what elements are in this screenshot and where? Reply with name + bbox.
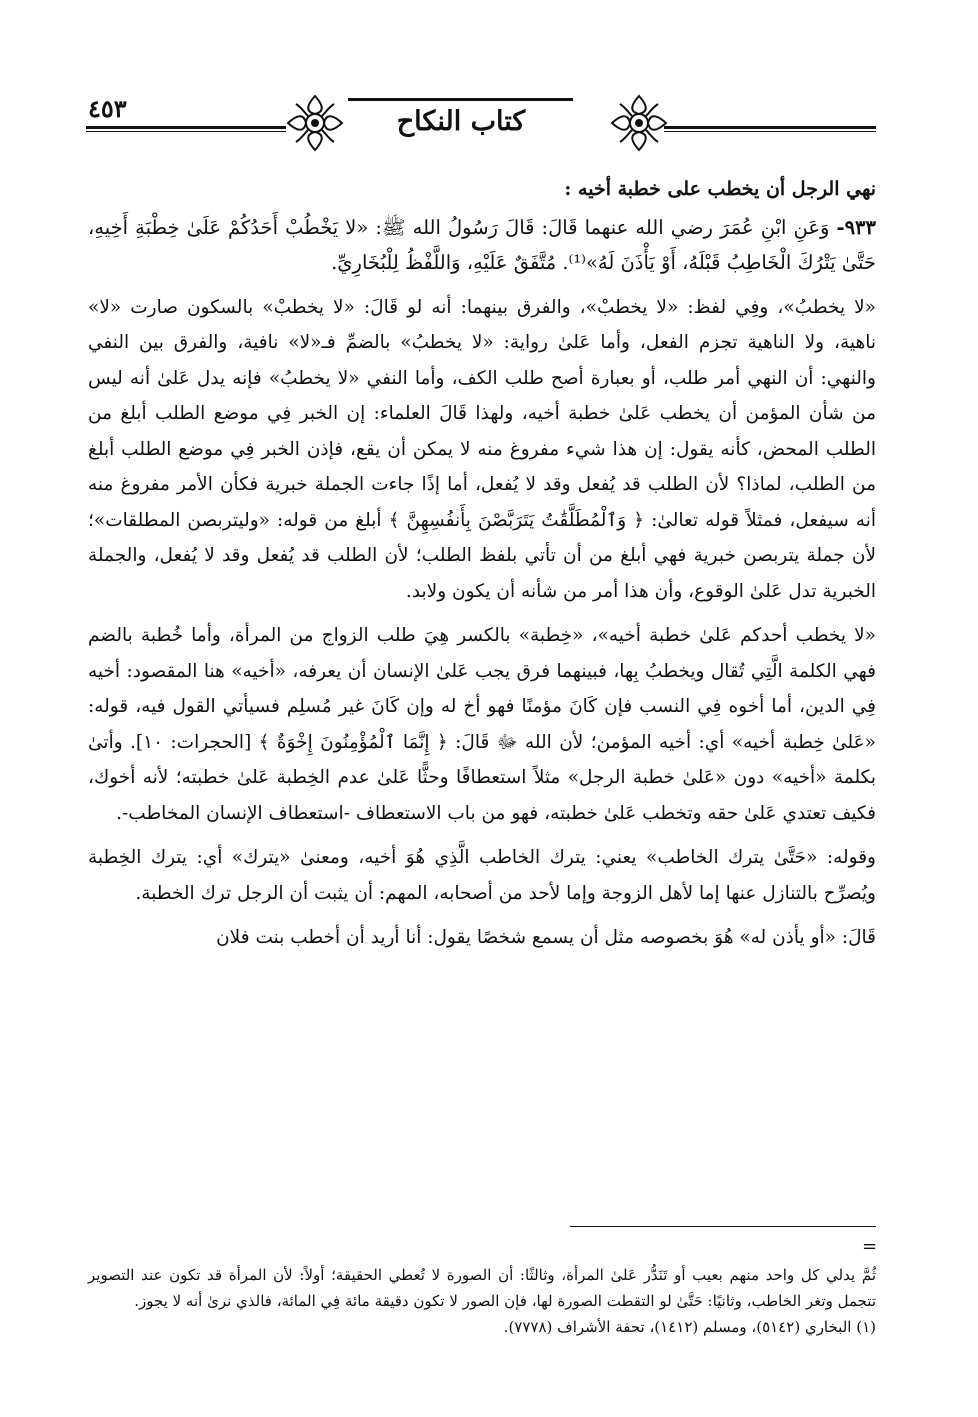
hadith-text [88, 210, 876, 281]
footnote-continuation-mark: = [862, 1236, 878, 1257]
footnote: (١) البخاري (٥١٤٢)، ومسلم (١٤١٢)، تحفة الأشراف (٧٧٧٨). [503, 1318, 876, 1336]
header-rule-left [86, 126, 286, 129]
ornament-icon [284, 92, 346, 154]
footnotes [88, 1262, 876, 1340]
hadith-number: ٩٣٣- [836, 215, 876, 239]
paragraph: «لا يخطبُ»، وفِي لفظ: «لا يخطبْ»، والفرق بينهما: أنه لو قَالَ: «لا يخطبْ» بالسكون صارت «لا» ناهية، ولا الناهية تجزم الفعل، وأما عَلىٰ رواية: «لا يخطبُ» بالضمِّ فـ«لا» نافية، والفرق بين النفي والنهي: أن النهي أمر طلب، أو بعبارة أصح طلب الكف، وأما النفي «لا يخطبُ» فإنه يدل عَلىٰ أنه ليس من شأن المؤمن أن يخطب عَلىٰ خطبة أخيه، ولهذا قَالَ العلماء: إن الخبر فِي موضع الطلب أبلغ من الطلب المحض، كأنه يقول: إن هذا شيء مفروغ منه لا يمكن أن يقع، فإذن الخبر فِي موضع الطلب أبلغ من الطلب، لماذا؟ لأن الطلب قد يُفعل وقد لا يُفعل، أما إذًا جاءت الجملة خبرية فكأن الأمر مفروغ منه أنه سيفعل، فمثلاً قوله تعالىٰ: ﴿ وَٱلْمُطَلَّقَٰتُ يَتَرَبَّصْنَ بِأَنفُسِهِنَّ ﴾ أبلغ من قوله: «وليتربصن المطلقات»؛ لأن جملة يتربصن خبرية فهي أبلغ من أن تأتي بلفظ الطلب؛ لأن الطلب قد يُفعل وقد لا يُفعل، والجملة الخبرية تدل عَلىٰ الوقوع، وأن هذا أمر من شأنه أن يكون ولابد. [88, 296, 876, 602]
main-text [88, 172, 876, 965]
hadith-body: وَعَنِ ابْنِ عُمَرَ رضي الله عنهما قَالَ: قَالَ رَسُولُ الله ﷺ: «لا يَخْطُبْ أَحَدُكُمْ عَلَىٰ خِطْبَةِ أَخِيهِ، حَتَّىٰ يَتْرُكَ الْخَاطِبُ قَبْلَهُ، أَوْ يَأْذَنَ لَهُ»⁽¹⁾. مُتَّفَقٌ عَلَيْهِ، وَاللَّفْظُ لِلْبُخَارِيِّ. [88, 215, 876, 274]
book-title: كتاب النكاح [396, 106, 526, 137]
header-rule-top [348, 98, 573, 101]
header-rule-right-thin [664, 131, 876, 132]
page-header [86, 86, 876, 158]
paragraph: قَالَ: «أو يأذن له» هُوَ بخصوصه مثل أن يسمع شخصًا يقول: أنا أريد أن أخطب بنت فلان [216, 927, 876, 948]
header-rule-right [664, 126, 876, 129]
paragraph: وقوله: «حَتَّىٰ يترك الخاطب» يعني: يترك الخاطب الَّذِي هُوَ أخيه، ومعنىٰ «يترك» أي: يترك الخِطبة ويُصرِّح بالتنازل عنها إما لأهل الزوجة وإما لأحد من أصحابه، المهم: أن يثبت أن الرجل ترك الخطبة. [88, 847, 876, 904]
footnote: ثُمَّ يدلي كل واحد منهم بعيب أو تَنَدُّر عَلىٰ المرأة، وثالثًا: أن الصورة لا تُعطي الحقيقة؛ أولاً: لأن المرأة قد تكون عند التصوير تتجمل وتغر الخاطب، وثانيًا: حَتَّىٰ لو التقطت الصورة لها، فإن الصور لا تكون دقيقة مائة فِي المائة، فالذي نرىٰ أنه لا يجوز. [88, 1266, 876, 1310]
paragraph: «لا يخطب أحدكم عَلىٰ خطبة أخيه»، «خِطبة» بالكسر هِيَ طلب الزواج من المرأة، وأما خُطبة بالضم فهي الكلمة الَّتِي تُقال ويخطبُ بِها، فبينهما فرق يجب عَلىٰ الإنسان أن يعرفه، «أخيه» هنا المقصود: أخيه فِي الدين، أما أخوه فِي النسب فإن كَانَ مؤمنًا فهو أخ له وإن كَانَ غير مُسلِم فسيأتي القول فيه، قوله: «عَلىٰ خِطبة أخيه» أي: أخيه المؤمن؛ لأن الله ﷻ قَالَ: ﴿ إِنَّمَا ٱلْمُؤْمِنُونَ إِخْوَةٌ ﴾ [الحجرات: ١٠]. وأتىٰ بكلمة «أخيه» دون «عَلىٰ خطبة الرجل» مثلاً استعطافًا وحثًّا عَلىٰ عدم الخِطبة عَلىٰ خطبته؛ لأنه أخوك، فكيف تعتدي عَلىٰ حقه وتخطب عَلىٰ خطبته، فهو من باب الاستعطاف -استعطاف الإنسان المخاطب-. [88, 625, 876, 824]
section-heading: نهي الرجل أن يخطب على خطبة أخيه : [564, 178, 876, 200]
page-number: ٤٥٣ [88, 94, 127, 123]
ornament-icon [608, 92, 670, 154]
footnote-separator [570, 1226, 876, 1227]
header-rule-left-thin [86, 131, 286, 132]
